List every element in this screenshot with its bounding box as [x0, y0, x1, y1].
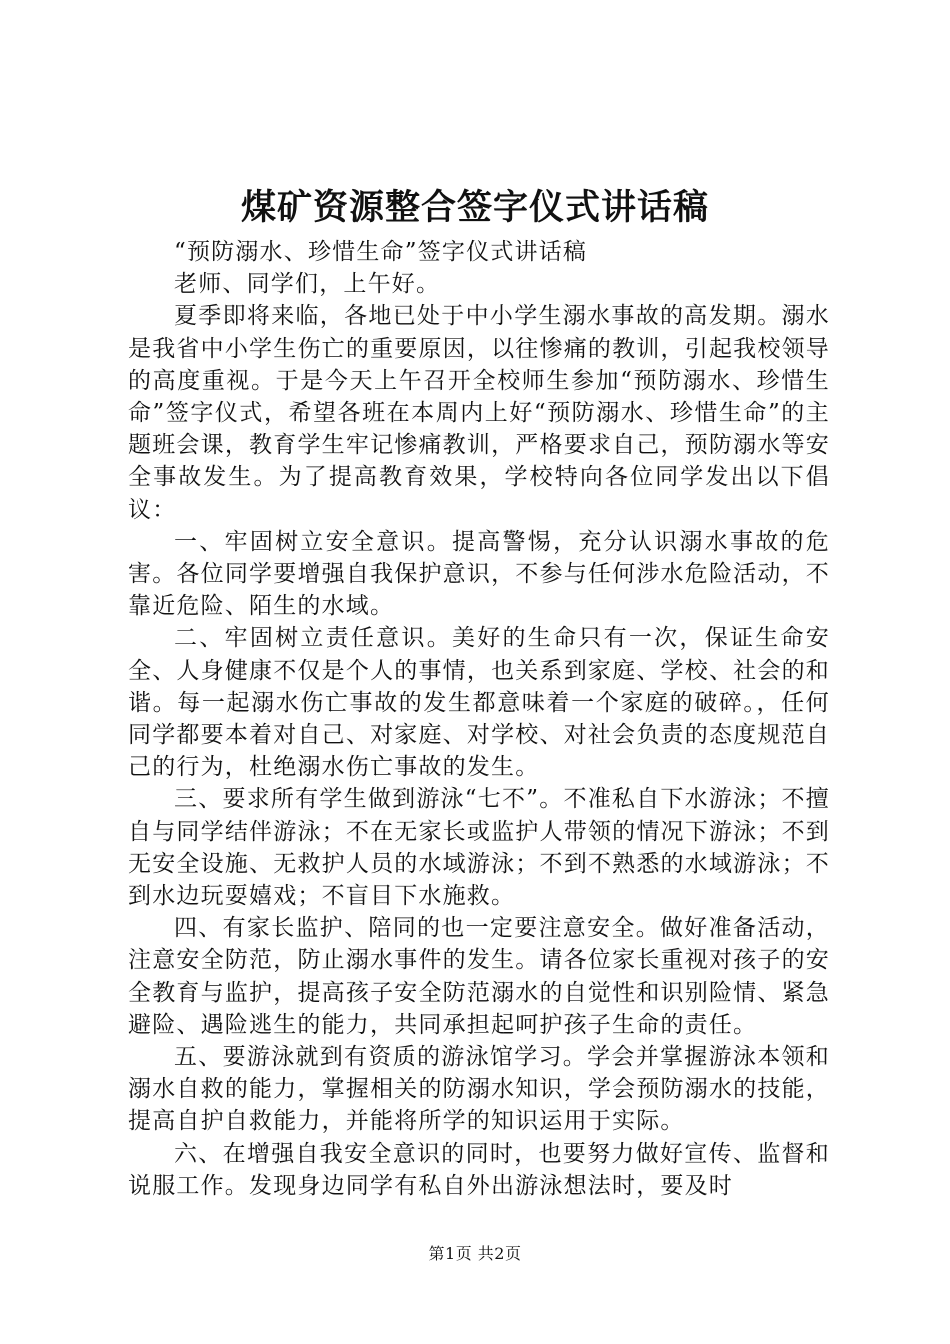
- paragraph-item-3: 三、要求所有学生做到游泳“七不”。不准私自下水游泳；不擅自与同学结伴游泳；不在无家长或监护人带领的情况下游泳；不到无安全设施、无救护人员的水域游泳；不到不熟悉的水域游泳；不到水边玩耍嬉戏；不盲目下水施救。: [128, 786, 830, 910]
- paragraph-item-1: 一、牢固树立安全意识。提高警惕，充分认识溺水事故的危害。各位同学要增强自我保护意识，不参与任何涉水危险活动，不靠近危险、陌生的水域。: [128, 528, 830, 620]
- paragraph-item-5: 五、要游泳就到有资质的游泳馆学习。学会并掌握游泳本领和溺水自救的能力，掌握相关的防溺水知识，学会预防溺水的技能，提高自护自救能力，并能将所学的知识运用于实际。: [128, 1044, 830, 1135]
- page-footer: 第1页 共2页: [428, 1244, 522, 1263]
- document-body: [128, 236, 830, 1202]
- document-title: 煤矿资源整合签字仪式讲话稿: [240, 187, 709, 228]
- paragraph-item-4: 四、有家长监护、陪同的也一定要注意安全。做好准备活动，注意安全防范，防止溺水事件的发生。请各位家长重视对孩子的安全教育与监护，提高孩子安全防范溺水的自觉性和识别险情、紧急避险、遇险逃生的能力，共同承担起呵护孩子生命的责任。: [128, 915, 830, 1038]
- paragraph-item-2: 二、牢固树立责任意识。美好的生命只有一次，保证生命安全、人身健康不仅是个人的事情，也关系到家庭、学校、社会的和谐。每一起溺水伤亡事故的发生都意味着一个家庭的破碎。，任何同学都要本着对自己、对家庭、对学校、对社会负责的态度规范自己的行为，杜绝溺水伤亡事故的发生。: [128, 625, 830, 781]
- paragraph-intro: 夏季即将来临，各地已处于中小学生溺水事故的高发期。溺水是我省中小学生伤亡的重要原因，以往惨痛的教训，引起我校领导的高度重视。于是今天上午召开全校师生参加“预防溺水、珍惜生命”签字仪式，希望各班在本周内上好“预防溺水、珍惜生命”的主题班会课，教育学生牢记惨痛教训，严格要求自己，预防溺水等安全事故发生。为了提高教育效果，学校特向各位同学发出以下倡议：: [128, 303, 830, 523]
- paragraph-item-6: 六、在增强自我安全意识的同时，也要努力做好宣传、监督和说服工作。发现身边同学有私自外出游泳想法时，要及时: [128, 1140, 830, 1199]
- paragraph-subtitle: “预防溺水、珍惜生命”签字仪式讲话稿: [174, 239, 588, 265]
- paragraph-greeting: 老师、同学们，上午好。: [174, 271, 441, 298]
